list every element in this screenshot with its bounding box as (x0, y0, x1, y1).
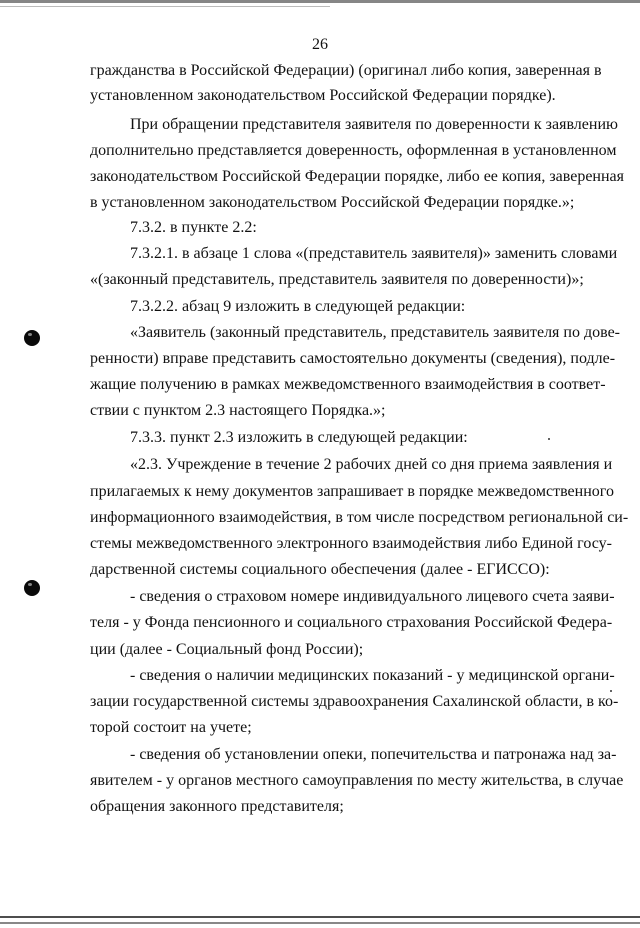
scan-top-edge (0, 0, 640, 3)
text-line: обращения законного представителя; (90, 798, 344, 815)
text-line: ции (далее - Социальный фонд России); (90, 641, 364, 658)
text-line: «2.3. Учреждение в течение 2 рабочих дней со дня приема заявления и (130, 456, 613, 473)
text-line: прилагаемых к нему документов запрашивает в порядке межведомственного (90, 483, 614, 500)
text-line: в установленном законодательством Российской Федерации порядке.»; (90, 194, 575, 211)
text-line: ренности) вправе представить самостоятельно документы (сведения), подле- (90, 350, 616, 367)
text-line: дополнительно представляется доверенность, оформленная в установленном (90, 142, 617, 159)
text-line: торой состоит на учете; (90, 719, 252, 736)
text-line: 7.3.2.2. абзац 9 изложить в следующей редакции: (130, 298, 466, 315)
scan-top-edge-secondary (0, 6, 330, 7)
scan-speck (610, 690, 612, 692)
text-line: законодательством Российской Федерации порядке, либо ее копия, заверенная (90, 168, 625, 185)
scan-speck (548, 438, 550, 440)
text-line: информационного взаимодействия, в том числе посредством региональной си- (90, 509, 629, 526)
text-line: - сведения о страховом номере индивидуального лицевого счета заяви- (130, 588, 615, 605)
text-line: «Заявитель (законный представитель, представитель заявителя по дове- (130, 324, 620, 341)
text-line: - сведения о наличии медицинских показаний - у медицинской органи- (130, 667, 615, 684)
text-line: зации государственной системы здравоохранения Сахалинской области, в ко- (90, 693, 619, 710)
scan-bottom-edge (0, 916, 640, 918)
punch-hole-mark (24, 330, 40, 346)
text-line: - сведения об установлении опеки, попечительства и патронажа над за- (130, 746, 617, 763)
text-line: При обращении представителя заявителя по доверенности к заявлению (130, 116, 618, 133)
text-line: дарственной системы социального обеспечения (далее - ЕГИССО): (90, 561, 550, 578)
text-line: теля - у Фонда пенсионного и социального страхования Российской Федера- (90, 614, 613, 631)
text-line: жащие получению в рамках межведомственного взаимодействия в соответ- (90, 376, 606, 393)
text-line: «(законный представитель, представитель заявителя по доверенности)»; (90, 271, 584, 288)
page-number: 26 (312, 36, 328, 53)
text-line: гражданства в Российской Федерации) (оригинал либо копия, заверенная в (90, 62, 602, 79)
text-line: 7.3.3. пункт 2.3 изложить в следующей редакции: (130, 429, 468, 446)
punch-hole-mark (24, 580, 40, 596)
text-line: ствии с пунктом 2.3 настоящего Порядка.»; (90, 402, 386, 419)
text-line: установленном законодательством Российской Федерации порядке). (90, 87, 556, 104)
text-line: стемы межведомственного электронного взаимодействия либо Единой госу- (90, 535, 612, 552)
text-line: явителем - у органов местного самоуправления по месту жительства, в случае (90, 772, 624, 789)
scan-bottom-edge-secondary (0, 922, 640, 924)
text-line: 7.3.2.1. в абзаце 1 слова «(представитель заявителя)» заменить словами (130, 245, 618, 262)
text-line: 7.3.2. в пункте 2.2: (130, 219, 257, 236)
